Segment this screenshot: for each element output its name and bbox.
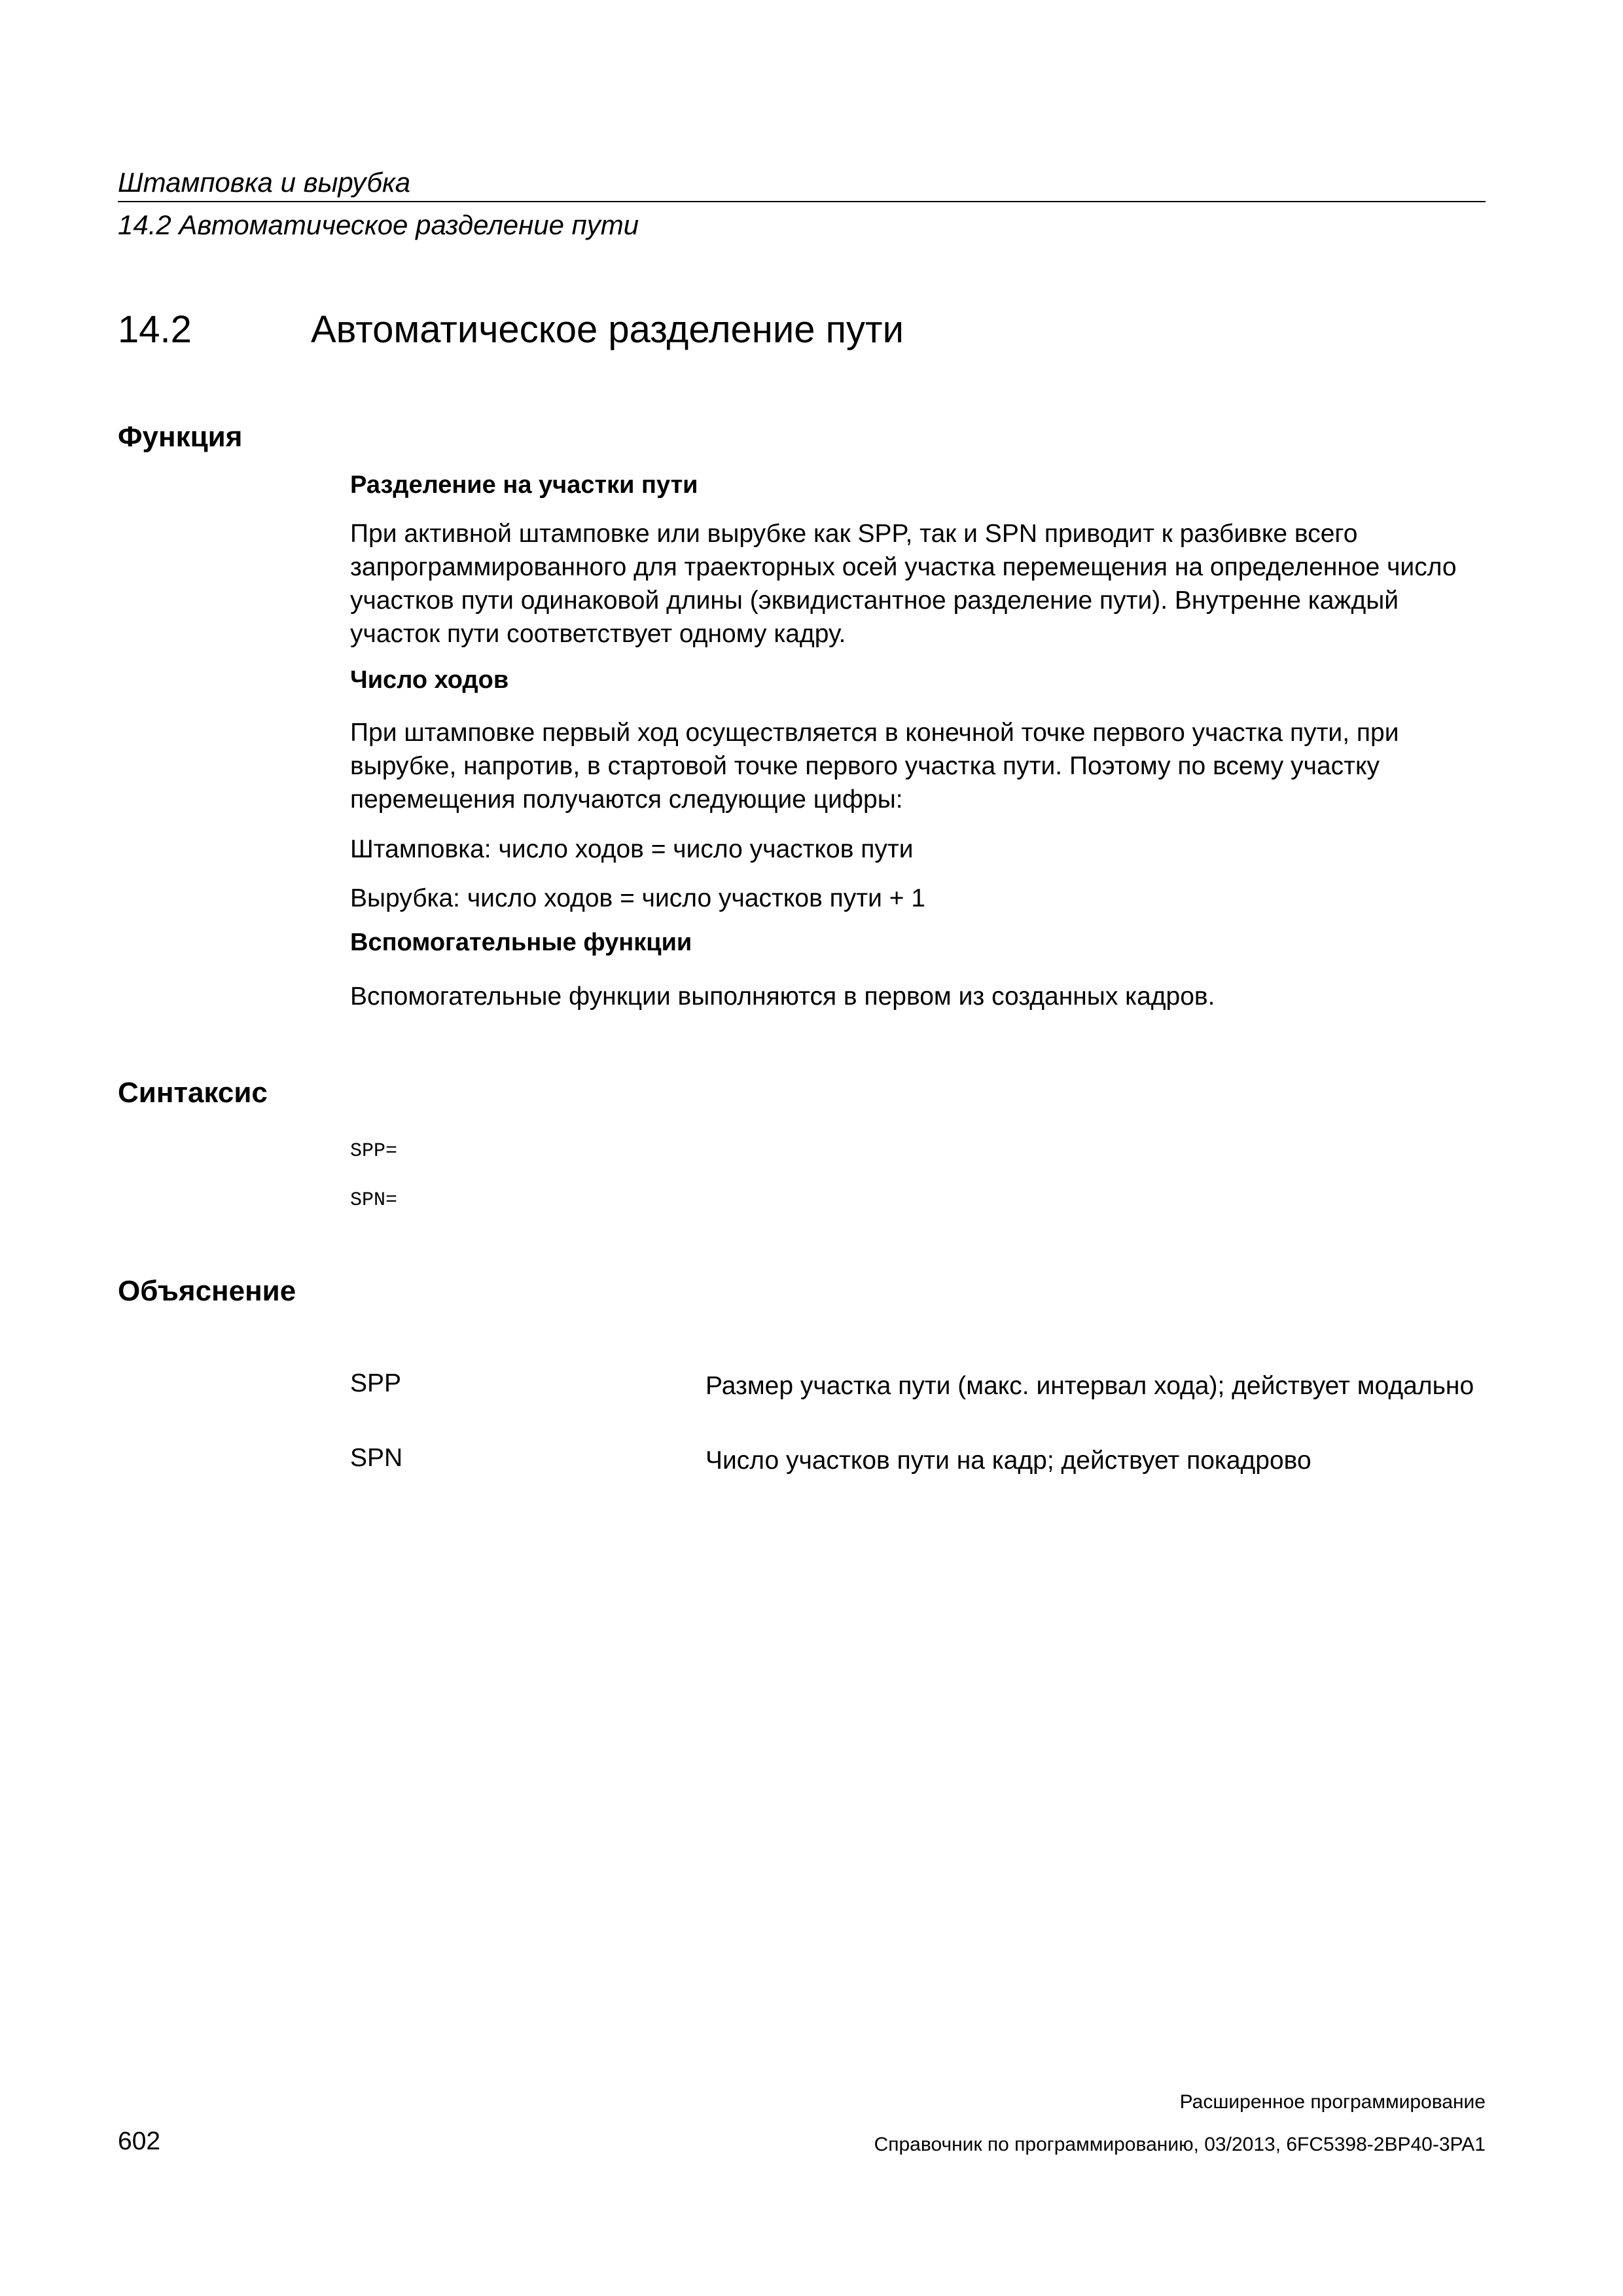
paragraph-nibbling-rule: Вырубка: число ходов = число участков пути + 1 <box>350 884 926 912</box>
explanation-heading: Объяснение <box>118 1275 296 1307</box>
running-header-section: 14.2 Автоматическое разделение пути <box>118 209 639 240</box>
explanation-term-spn: SPN <box>350 1444 403 1472</box>
paragraph-auxiliary-functions: Вспомогательные функции выполняются в первом из созданных кадров. <box>350 982 1215 1011</box>
header-rule <box>118 201 1486 202</box>
function-heading: Функция <box>118 421 243 453</box>
explanation-term-spp: SPP <box>350 1369 402 1397</box>
section-number: 14.2 <box>118 308 192 351</box>
syntax-line-spn: SPN= <box>350 1189 398 1211</box>
subsection-title-stroke-count: Число ходов <box>350 666 509 694</box>
footer-book-info: Справочник по программированию, 03/2013, 6FC5398-2BP40-3PA1 <box>874 2134 1486 2155</box>
running-header-chapter: Штамповка и вырубка <box>118 167 411 198</box>
section-title: Автоматическое разделение пути <box>311 308 904 351</box>
paragraph-punching-rule: Штамповка: число ходов = число участков пути <box>350 835 914 863</box>
syntax-line-spp: SPP= <box>350 1140 398 1162</box>
explanation-description-spp: Размер участка пути (макс. интервал хода); действует модально <box>705 1372 1474 1400</box>
page-number: 602 <box>118 2127 161 2155</box>
paragraph-path-division: При активной штамповке или вырубке как SPP, так и SPN приводит к разбивке всего запрограммированного для траекторных осей участка перемещения на определенное число участков пути одинаковой длины (эквидистантное разделение пути). Внутренне каждый участок пути соответствует одному кадру. <box>350 520 1457 648</box>
syntax-heading: Синтаксис <box>118 1077 268 1109</box>
footer-book-title: Расширенное программирование <box>1179 2091 1486 2113</box>
subsection-title-auxiliary-functions: Вспомогательные функции <box>350 929 692 956</box>
subsection-title-path-division: Разделение на участки пути <box>350 471 698 499</box>
paragraph-stroke-count: При штамповке первый ход осуществляется в конечной точке первого участка пути, при вырубке, напротив, в стартовой точке первого участка пути. Поэтому по всему участку перемещения получаются следующие цифры: <box>350 719 1399 814</box>
explanation-description-spn: Число участков пути на кадр; действует покадрово <box>705 1446 1311 1475</box>
